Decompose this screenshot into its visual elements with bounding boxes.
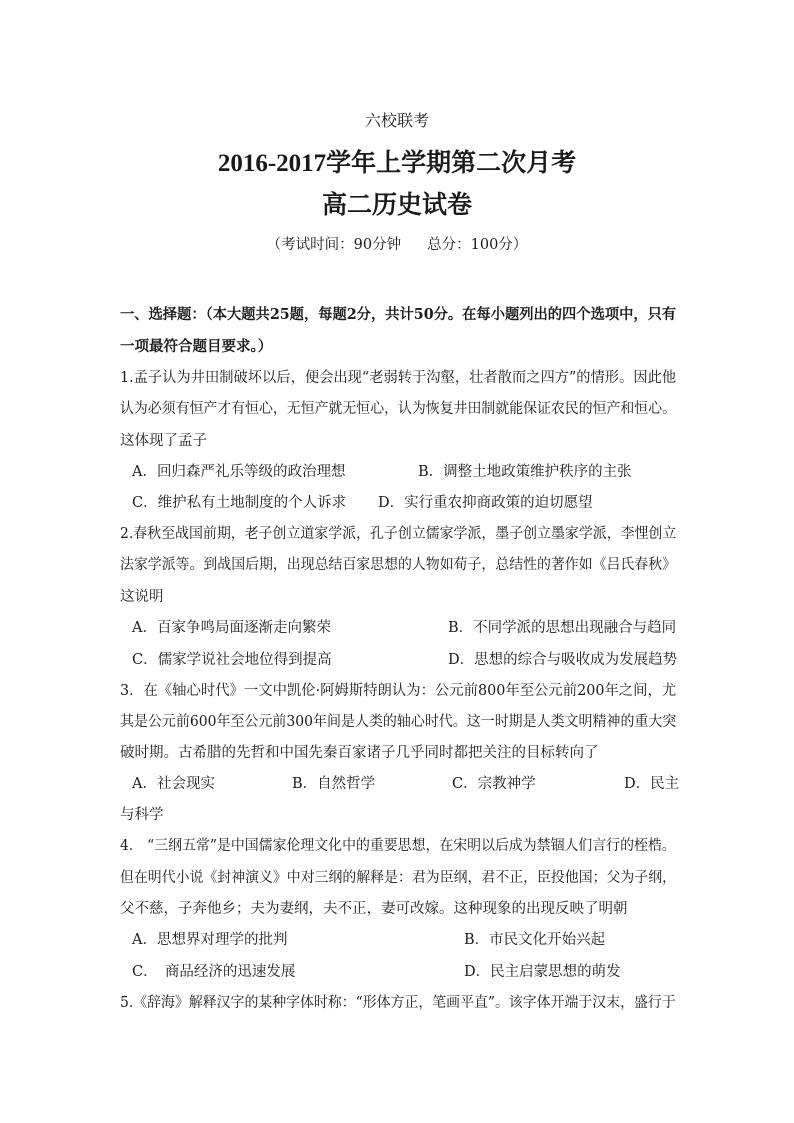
exam-title: 2016-2017学年上学期第二次月考 xyxy=(217,150,577,177)
question-2-option-a[interactable]: A．百家争鸣局面逐渐走向繁荣 xyxy=(132,620,331,636)
question-1-option-a[interactable]: A．回归森严礼乐等级的政治理想 xyxy=(132,464,346,480)
question-4-text: 但在明代小说《封神演义》中对三纲的解释是：君为臣纲，君不正，臣投他国；父为子纲， xyxy=(120,870,676,886)
question-5-text: 5.《辞海》解释汉字的某种字体时称：“形体方正，笔画平直”。该字体开端于汉末，盛行于 xyxy=(120,995,676,1011)
question-3-option-a[interactable]: A．社会现实 xyxy=(132,776,215,792)
question-3-option-b[interactable]: B．自然哲学 xyxy=(292,776,376,792)
question-1-text: 1.孟子认为井田制破坏以后，便会出现“老弱转于沟壑，壮者散而之四方”的情形。因此他 xyxy=(120,370,677,386)
question-1-text: 认为必须有恒产才有恒心，无恒产就无恒心，认为恢复井田制就能保证农民的恒产和恒心。 xyxy=(120,401,676,417)
question-2-text: 这说明 xyxy=(120,589,164,605)
question-2-option-d[interactable]: D．思想的综合与吸收成为发展趋势 xyxy=(448,652,678,668)
exam-info xyxy=(0,233,794,254)
school-name: 六校联考 xyxy=(364,111,429,130)
question-1-text: 这体现了孟子 xyxy=(120,433,207,449)
question-2-text: 法家学派等。到战国后期，出现总结百家思想的人物如荀子，总结性的著作如《吕氏春秋》 xyxy=(120,557,676,573)
question-3-text: 破时期。古希腊的先哲和中国先秦百家诸子几乎同时都把关注的目标转向了 xyxy=(120,745,599,761)
question-1-option-c[interactable]: C．维护私有土地制度的个人诉求 xyxy=(132,495,347,511)
question-3-text: 其是公元前600年至公元前300年间是人类的轴心时代。这一时期是人类文明精神的重大突 xyxy=(120,714,677,730)
question-4-option-c[interactable]: C． 商品经济的迅速发展 xyxy=(132,964,296,980)
question-4-option-d[interactable]: D．民主启蒙思想的萌发 xyxy=(464,964,621,980)
question-3-option-d-wrap: 与科学 xyxy=(120,807,164,823)
question-4-option-b[interactable]: B．市民文化开始兴起 xyxy=(464,932,606,948)
question-1-option-d[interactable]: D．实行重农抑商政策的迫切愿望 xyxy=(378,495,593,511)
question-1-option-b[interactable]: B．调整土地政策维护秩序的主张 xyxy=(418,464,632,480)
question-3-option-c[interactable]: C．宗教神学 xyxy=(452,776,536,792)
question-3-option-d[interactable]: D．民主 xyxy=(624,776,680,792)
question-2-option-c[interactable]: C．儒家学说社会地位得到提高 xyxy=(132,652,332,668)
question-2-option-b[interactable]: B．不同学派的思想出现融合与趋同 xyxy=(448,620,677,636)
exam-total-score: 总分：100分） xyxy=(427,237,528,253)
section-instruction-line2: 一项最符合题目要求。） xyxy=(120,338,273,355)
question-4-text: 4． “三纲五常”是中国儒家伦理文化中的重要思想，在宋明以后成为禁锢人们言行的桎梏。 xyxy=(120,838,676,854)
section-instruction-line1: 一、选择题：（本大题共25题，每题2分，共计50分。在每小题列出的四个选项中，只有 xyxy=(120,306,677,323)
exam-time: （考试时间：90分钟 xyxy=(266,237,402,253)
question-4-option-a[interactable]: A．思想界对理学的批判 xyxy=(132,932,288,948)
subject-title: 高二历史试卷 xyxy=(321,190,472,219)
question-4-text: 父不慈，子奔他乡；夫为妻纲，夫不正，妻可改嫁。这种现象的出现反映了明朝 xyxy=(120,901,628,917)
question-3-text: 3．在《轴心时代》一文中凯伦·阿姆斯特朗认为：公元前800年至公元前200年之间，尤 xyxy=(120,683,677,699)
question-2-text: 2.春秋至战国前期，老子创立道家学派，孔子创立儒家学派，墨子创立墨家学派，李悝创立 xyxy=(120,526,677,542)
